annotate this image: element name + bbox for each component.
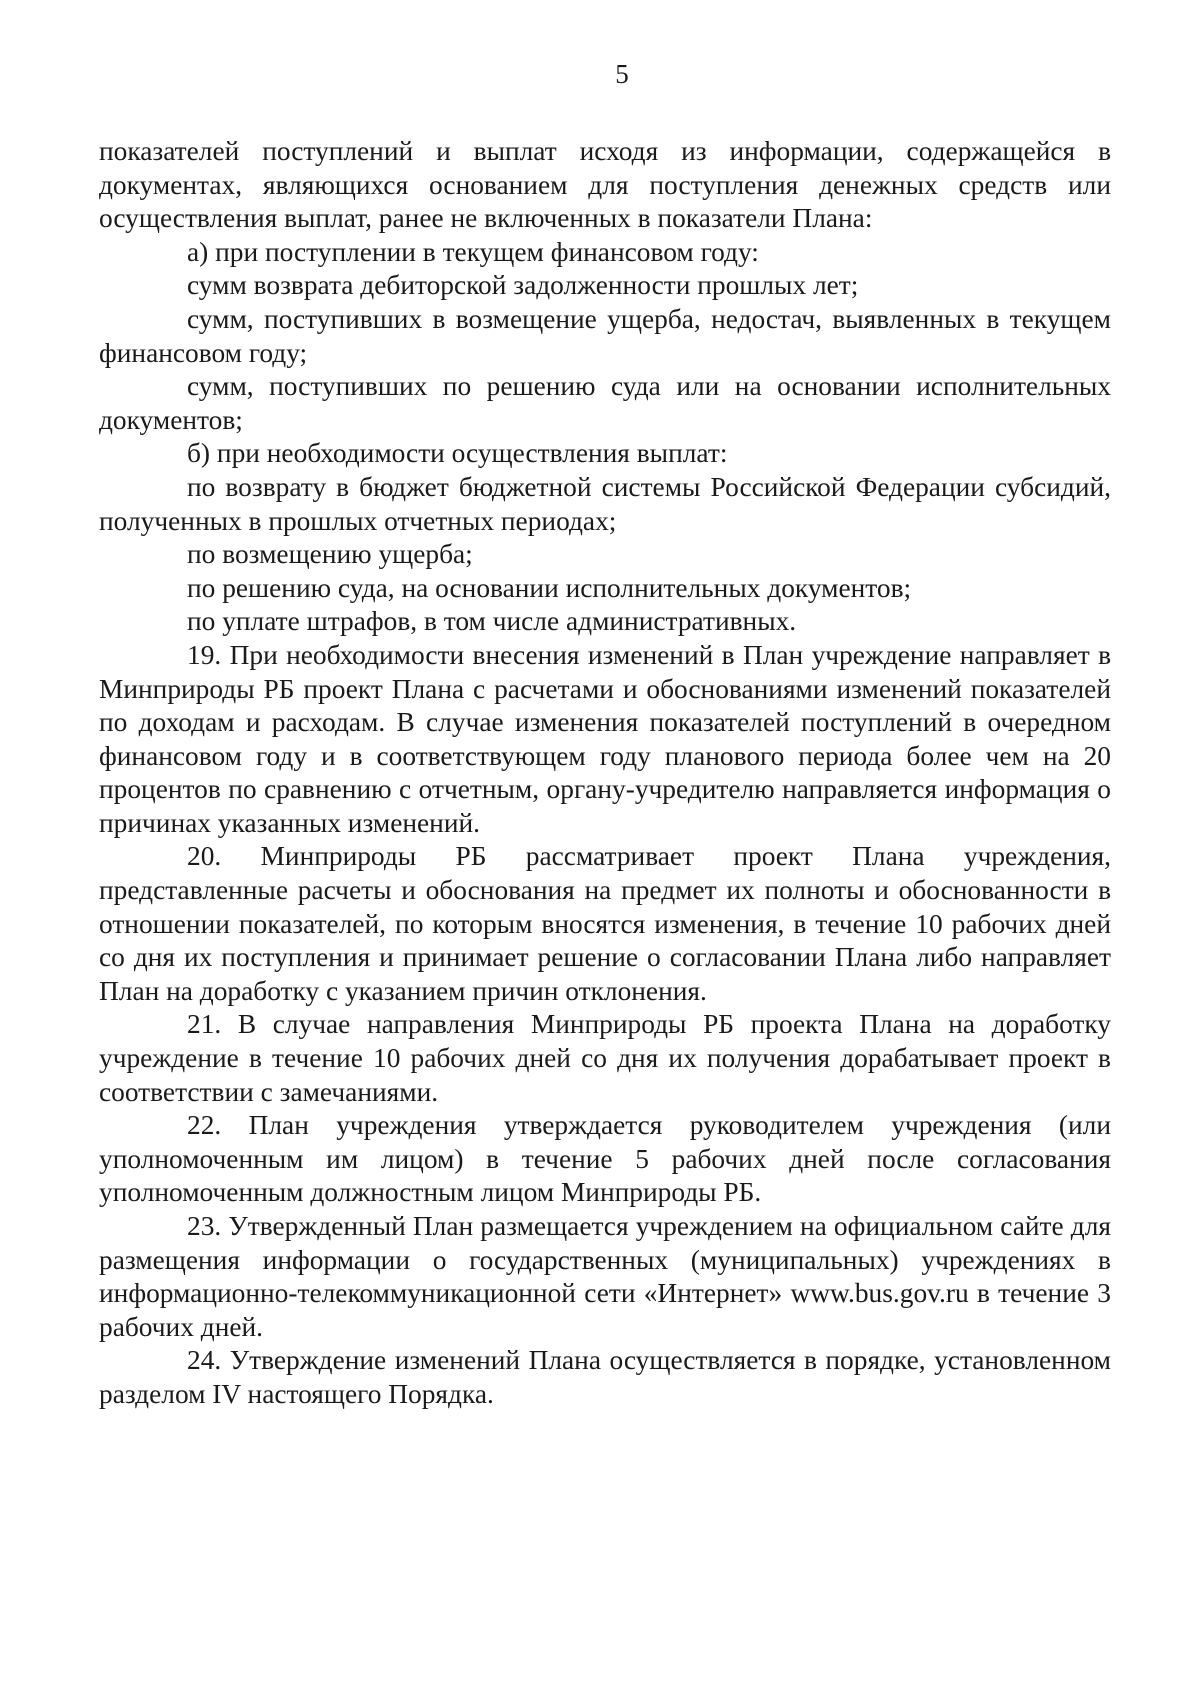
document-body	[99, 135, 1111, 1412]
paragraph-item-a: а) при поступлении в текущем финансовом году:	[187, 236, 759, 267]
paragraph-receivables-return: сумм возврата дебиторской задолженности прошлых лет;	[187, 270, 859, 301]
paragraph-continuation: показателей поступлений и выплат исходя из информации, содержащейся в документах, являющихся основанием для поступления денежных средств или осуществления выплат, ранее не включенных в показатели Плана:	[99, 136, 1111, 234]
paragraph-23: 23. Утвержденный План размещается учреждением на официальном сайте для размещения информации о государственных (муниципальных) учреждениях в информационно-телекоммуникационной сети «Интернет» www.bus.gov.ru в течение 3 рабочих дней.	[99, 1211, 1111, 1342]
paragraph-damage-compensation: сумм, поступивших в возмещение ущерба, недостач, выявленных в текущем финансовом году;	[99, 303, 1111, 368]
paragraph-subsidy-return: по возврату в бюджет бюджетной системы Российской Федерации субсидий, полученных в прошлых отчетных периодах;	[99, 471, 1111, 536]
page-number: 5	[615, 59, 629, 89]
paragraph-item-b: б) при необходимости осуществления выплат:	[187, 438, 728, 469]
paragraph-court-decision-receipts: сумм, поступивших по решению суда или на основании исполнительных документов;	[99, 371, 1111, 435]
paragraph-damage-reimbursement: по возмещению ущерба;	[187, 539, 473, 570]
paragraph-court-decision-payments: по решению суда, на основании исполнительных документов;	[187, 572, 912, 603]
paragraph-21: 21. В случае направления Минприроды РБ проекта Плана на доработку учреждение в течение 10 рабочих дней со дня их получения дорабатывает проект в соответствии с замечаниями.	[99, 1009, 1111, 1107]
paragraph-22: 22. План учреждения утверждается руководителем учреждения (или уполномоченным им лицом) в течение 5 рабочих дней после согласования уполномоченным должностным лицом Минприроды РБ.	[99, 1110, 1111, 1208]
paragraph-24: 24. Утверждение изменений Плана осуществляется в порядке, установленном разделом IV настоящего Порядка.	[99, 1345, 1111, 1409]
paragraph-20: 20. Минприроды РБ рассматривает проект Плана учреждения, представленные расчеты и обоснования на предмет их полноты и обоснованности в отношении показателей, по которым вносятся изменения, в течение 10 рабочих дней со дня их поступления и принимает решение о согласовании Плана либо направляет План на доработку с указанием причин отклонения.	[99, 841, 1111, 1006]
paragraph-fines: по уплате штрафов, в том числе административных.	[187, 606, 797, 637]
paragraph-19: 19. При необходимости внесения изменений в План учреждение направляет в Минприроды РБ проект Плана с расчетами и обоснованиями изменений показателей по доходам и расходам. В случае изменения показателей поступлений в очередном финансовом году и в соответствующем году планового периода более чем на 20 процентов по сравнению с отчетным, органу-учредителю направляется информация о причинах указанных изменений.	[99, 639, 1111, 838]
